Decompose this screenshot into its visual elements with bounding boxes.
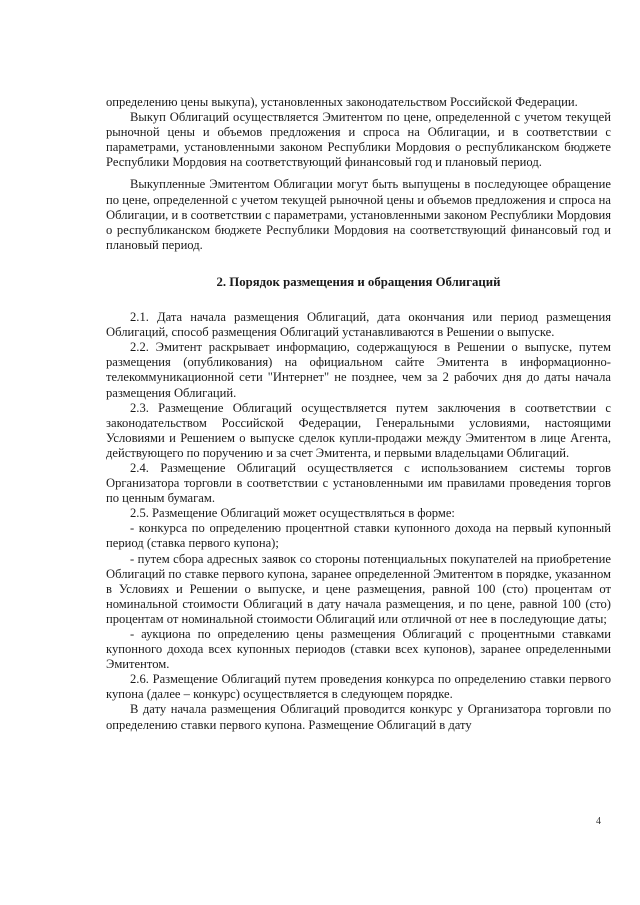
- paragraph: 2.3. Размещение Облигаций осуществляется путем заключения в соответствии с законодательством Российской Федерации, Генеральными условиями, настоящими Условиями и Решением о выпуске сделок купли-продажи между Эмитентом в лице Агента, действующего по поручению и за счет Эмитента, и первыми владельцами Облигаций.: [106, 400, 611, 460]
- paragraph: 2.4. Размещение Облигаций осуществляется с использованием системы торгов Организатора торговли в соответствии с установленными им правилами проведения торгов по ценным бумагам.: [106, 460, 611, 506]
- list-item: - путем сбора адресных заявок со стороны потенциальных покупателей на приобретение Облигаций по ставке первого купона, заранее определенной Эмитентом в порядке, указанном в Условиях и Решении о выпуске, и цене размещения, равной 100 (сто) процентам от номинальной стоимости Облигаций в дату начала размещения, и по цене, равной 100 (сто) процентам от номинальной стоимости Облигаций или отличной от нее в последующие даты;: [106, 551, 611, 626]
- section-heading: 2. Порядок размещения и обращения Облигаций: [216, 274, 501, 289]
- paragraph: Выкуп Облигаций осуществляется Эмитентом по цене, определенной с учетом текущей рыночной цены и объемов предложения и спроса на Облигации, и в соответствии с параметрами, установленными законом Республики Мордовия о республиканском бюджете Республики Мордовия на соответствующий финансовый год и плановый период.: [106, 110, 611, 170]
- paragraph: Выкупленные Эмитентом Облигации могут быть выпущены в последующее обращение по цене, определенной с учетом текущей рыночной цены и объемов предложения и спроса на Облигации, и в соответствии с параметрами, установленными законом Республики Мордовия о республиканском бюджете Республики Мордовия на соответствующий финансовый год и плановый период.: [106, 177, 611, 252]
- page-body: [106, 95, 611, 733]
- paragraph: 2.1. Дата начала размещения Облигаций, дата окончания или период размещения Облигаций, способ размещения Облигаций устанавливаются в Решении о выпуске.: [106, 310, 611, 340]
- paragraph: 2.6. Размещение Облигаций путем проведения конкурса по определению ставки первого купона (далее – конкурс) осуществляется в следующем порядке.: [106, 672, 611, 702]
- paragraph: 2.5. Размещение Облигаций может осуществляться в форме:: [130, 506, 455, 521]
- list-item: - конкурса по определению процентной ставки купонного дохода на первый купонный период (ставка первого купона);: [106, 521, 611, 551]
- paragraph: В дату начала размещения Облигаций проводится конкурс у Организатора торговли по определению ставки первого купона. Размещение Облигаций в дату: [106, 702, 611, 732]
- list-item: - аукциона по определению цены размещения Облигаций с процентными ставками купонного дохода всех купонных периодов (ставки всех купонов), заранее определенными Эмитентом.: [106, 627, 611, 672]
- paragraph: 2.2. Эмитент раскрывает информацию, содержащуюся в Решении о выпуске, путем размещения (опубликования) на официальном сайте Эмитента в информационно-телекоммуникационной сети "Интернет" не позднее, чем за 2 рабочих дня до даты начала размещения Облигаций.: [106, 340, 611, 400]
- page-number: 4: [596, 816, 601, 827]
- paragraph: определению цены выкупа), установленных законодательством Российской Федерации.: [106, 95, 578, 109]
